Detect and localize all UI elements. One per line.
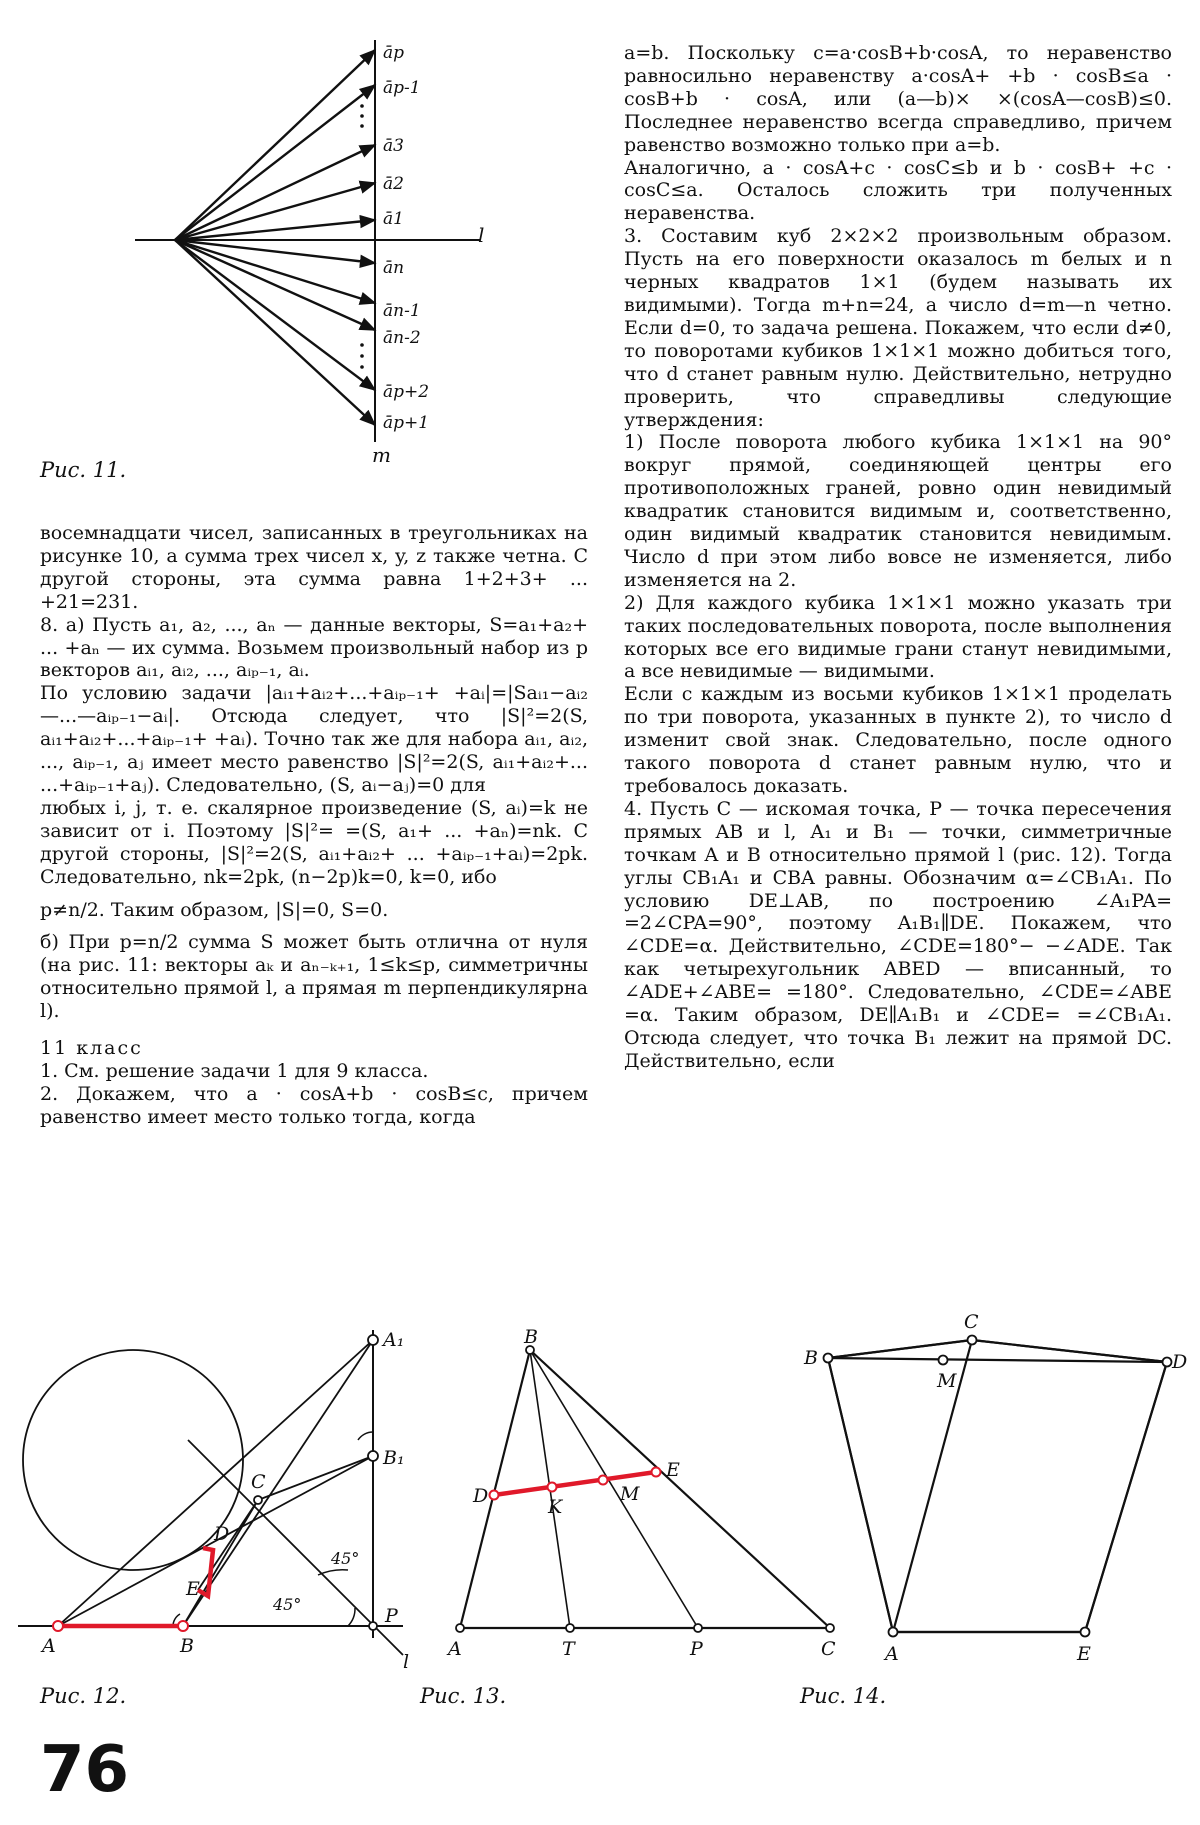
- label-b: B: [804, 1347, 818, 1369]
- paragraph: б) При p=n/2 сумма S может быть отлична от нуля (на рис. 11: векторы aₖ и aₙ₋ₖ₊₁, 1≤k≤p, симметричны относительно прямой l, а прямая m перпендикулярна l).: [40, 931, 588, 1023]
- label-c: C: [964, 1311, 979, 1333]
- side-ab: [828, 1358, 893, 1632]
- point-a1: [368, 1335, 378, 1345]
- label-a1: A₁: [383, 1329, 405, 1351]
- paragraph: восемнадцати чисел, записанных в треугольниках на рисунке 10, а сумма трех чисел x, y, z также четна. С другой стороны, эта сумма равна 1+2+3+ ... +21=231.: [40, 522, 588, 613]
- page-number: 76: [40, 1733, 130, 1807]
- vector-an: [175, 240, 375, 263]
- point-d: [490, 1491, 499, 1500]
- label-m: M: [937, 1370, 957, 1392]
- point-a: [889, 1628, 898, 1637]
- label-a2: ā2: [383, 174, 404, 194]
- paragraph: 2) Для каждого кубика 1×1×1 можно указать три таких последовательных поворота, после выполнения которых все его видимые грани станут невидимыми, а все невидимые — видимыми.: [624, 591, 1172, 683]
- figure-12-diagram: [18, 1320, 418, 1673]
- line-c-b1: [258, 1456, 373, 1500]
- paragraph: По условию задачи |aᵢ₁+aᵢ₂+...+aᵢₚ₋₁+ +aᵢ|=|Saᵢ₁−aᵢ₂—...—aᵢₚ₋₁−aᵢ|. Отсюда следует, что |S|²=2(S, aᵢ₁+aᵢ₂+...+aᵢₚ₋₁+ +aᵢ). Точно так же для набора aᵢ₁, aᵢ₂, ..., aᵢₚ₋₁, aⱼ имеет место равенство |S|²=2(S, aᵢ₁+aᵢ₂+... ...+aᵢₚ₋₁+aⱼ). Следовательно, (S, aᵢ−aⱼ)=0 для: [40, 682, 588, 796]
- point-m: [939, 1356, 948, 1365]
- label-b1: B₁: [383, 1447, 405, 1469]
- label-ap+2: āp+2: [383, 382, 430, 402]
- line-b-c: [183, 1500, 258, 1626]
- label-c: C: [821, 1638, 836, 1660]
- label-p: P: [385, 1605, 398, 1627]
- point-b: [178, 1621, 188, 1631]
- point-a: [53, 1621, 63, 1631]
- point-m: [599, 1476, 608, 1485]
- paragraph: 4. Пусть C — искомая точка, P — точка пересечения прямых AB и l, A₁ и B₁ — точки, симметричные точкам A и B относительно прямой l (рис. 12). Тогда углы CB₁A₁ и CBA равны. Обозначим α=∠CB₁A₁. По условию DE⊥AB, по построению ∠A₁PA= =2∠CPA=90°, поэтому A₁B₁∥DE. Покажем, что ∠CDE=α. Действительно, ∠CDE=180°− −∠ADE. Так как четырехугольник ABED — вписанный, то ∠ADE+∠ABE= =180°. Следовательно, ∠CDE=∠ABE =α. Таким образом, DE∥A₁B₁ и ∠CDE= =∠CB₁A₁. Отсюда следует, что точка B₁ лежит на прямой DC. Действительно, если: [624, 797, 1172, 1072]
- label-d: D: [214, 1523, 230, 1545]
- point-e: [1081, 1628, 1090, 1637]
- point-b1: [368, 1451, 378, 1461]
- label-p: P: [690, 1638, 703, 1660]
- label-d: D: [1172, 1351, 1188, 1373]
- paragraph: любых i, j, т. е. скалярное произведение (S, aᵢ)=k не зависит от i. Поэтому |S|²= =(S, a₁+ ... +aₙ)=nk. С другой стороны, |S|²=2(S, aᵢ₁+aᵢ₂+ ... +aᵢₚ₋₁+aᵢ)=2pk. Следовательно, nk=2pk, (n−2p)k=0, k=0, ибо: [40, 796, 588, 888]
- label-e: E: [666, 1459, 680, 1481]
- label-a1: ā1: [383, 209, 404, 229]
- point-c: [968, 1336, 977, 1345]
- side-ba: [460, 1350, 530, 1628]
- vector-ap+1: [175, 240, 375, 425]
- point-k: [548, 1483, 557, 1492]
- label-ap: āp: [383, 43, 405, 63]
- angle-arc: [348, 1608, 355, 1626]
- figure-11-diagram: [135, 30, 485, 467]
- label-k: K: [548, 1496, 563, 1518]
- vector-a1: [175, 220, 375, 240]
- ellipsis-dots: [360, 104, 364, 369]
- figure-13: [440, 1326, 850, 1670]
- pentagon-frame: [828, 1340, 1167, 1632]
- label-a3: ā3: [383, 136, 404, 156]
- paragraph: p≠n/2. Таким образом, |S|=0, S=0.: [40, 898, 389, 921]
- point-p: [369, 1622, 377, 1630]
- label-d: D: [473, 1485, 489, 1507]
- label-l: l: [478, 223, 485, 247]
- line-a-a1: [58, 1340, 373, 1626]
- label-a: A: [42, 1635, 56, 1657]
- point-t: [566, 1624, 574, 1632]
- figure-11-caption: Рис. 11.: [40, 458, 127, 482]
- paragraph: a=b. Поскольку c=a·cosB+b·cosA, то неравенство равносильно неравенству a·cosA+ +b · cosB≤a · cosB+b · cosA, или (a—b)× ×(cosA—cosB)≤0. Последнее неравенство всегда справедливо, причем равенство возможно только при a=b.: [624, 42, 1172, 156]
- vector-ap-1: [175, 85, 375, 240]
- label-an-2: ān-2: [383, 328, 421, 348]
- paragraph: 2. Докажем, что a · cosA+b · cosB≤c, причем равенство имеет место только тогда, когда: [40, 1082, 588, 1128]
- label-t: T: [562, 1638, 575, 1660]
- diagonal-ca: [893, 1340, 972, 1632]
- side-bc: [828, 1340, 972, 1358]
- label-m: m: [372, 443, 391, 467]
- point-c: [254, 1496, 262, 1504]
- label-b: B: [180, 1635, 194, 1657]
- figure-11: [135, 30, 485, 467]
- paragraph: 1) После поворота любого кубика 1×1×1 на 90° вокруг прямой, соединяющей центры его противоположных граней, ровно один невидимый квадратик становится видимым и, соответственно, один видимый квадратик становится невидимым. Число d при этом либо вовсе не изменяется, либо изменяется на 2.: [624, 431, 1172, 591]
- point-b: [824, 1354, 833, 1363]
- right-column: [624, 42, 1172, 1073]
- figure-14: [800, 1310, 1188, 1670]
- paragraph: Если с каждым из восьми кубиков 1×1×1 проделать по три поворота, указанных в пункте 2), то число d изменит свой знак. Следовательно, после одного такого поворота d станет равным нулю, что и требовалось доказать.: [624, 683, 1172, 797]
- angle-label: 45°: [273, 1595, 302, 1614]
- figure-14-caption: Рис. 14.: [800, 1684, 887, 1708]
- angle-arc: [358, 1432, 373, 1440]
- label-e: E: [1077, 1643, 1091, 1665]
- figure-12: [18, 1320, 418, 1673]
- circumcircle: [23, 1350, 243, 1570]
- paragraph: 1. См. решение задачи 1 для 9 класса.: [40, 1059, 429, 1082]
- paragraph: Аналогично, a · cosA+c · cosC≤b и b · cosB+ +c · cosC≤a. Осталось сложить три полученных неравенства.: [624, 156, 1172, 225]
- label-m: M: [620, 1483, 640, 1505]
- label-an: ān: [383, 258, 405, 278]
- point-e: [652, 1468, 661, 1477]
- label-a: A: [885, 1643, 899, 1665]
- figure-14-diagram: [800, 1310, 1188, 1670]
- paragraph: 8. а) Пусть a₁, a₂, ..., aₙ — данные векторы, S=a₁+a₂+ ... +aₙ — их сумма. Возьмем произвольный набор из p векторов aᵢ₁, aᵢ₂, ..., aᵢₚ₋₁, aᵢ.: [40, 613, 588, 682]
- figure-13-diagram: [440, 1326, 850, 1670]
- side-bc: [530, 1350, 830, 1628]
- label-an-1: ān-1: [383, 301, 421, 321]
- side-de: [1085, 1362, 1167, 1632]
- side-cd: [972, 1340, 1167, 1362]
- label-ap+1: āp+1: [383, 413, 430, 433]
- point-a: [456, 1624, 464, 1632]
- label-l: l: [403, 1651, 410, 1673]
- vector-an-1: [175, 240, 375, 303]
- label-c: C: [251, 1471, 266, 1493]
- point-p: [694, 1624, 702, 1632]
- label-ap-1: āp-1: [383, 78, 421, 98]
- section-heading: 11 класс: [40, 1037, 143, 1060]
- point-d: [1163, 1358, 1172, 1367]
- vector-ap+2: [175, 240, 375, 390]
- angle-label: 45°: [331, 1549, 360, 1568]
- figure-12-caption: Рис. 12.: [40, 1684, 127, 1708]
- label-b: B: [524, 1326, 538, 1348]
- label-e: E: [186, 1578, 200, 1600]
- left-column: [40, 522, 588, 1129]
- label-a: A: [448, 1638, 462, 1660]
- figure-13-caption: Рис. 13.: [420, 1684, 507, 1708]
- paragraph: 3. Составим куб 2×2×2 произвольным образом. Пусть на его поверхности оказалось m белых и n черных квадратов 1×1 (будем называть их видимыми). Тогда m+n=24, а число d=m—n четно. Если d=0, то задача решена. Покажем, что если d≠0, то поворотами кубиков 1×1×1 можно добиться того, что d станет равным нулю. Действительно, нетрудно проверить, что справедливы следующие утверждения:: [624, 225, 1172, 431]
- diagonal-bd: [828, 1358, 1167, 1362]
